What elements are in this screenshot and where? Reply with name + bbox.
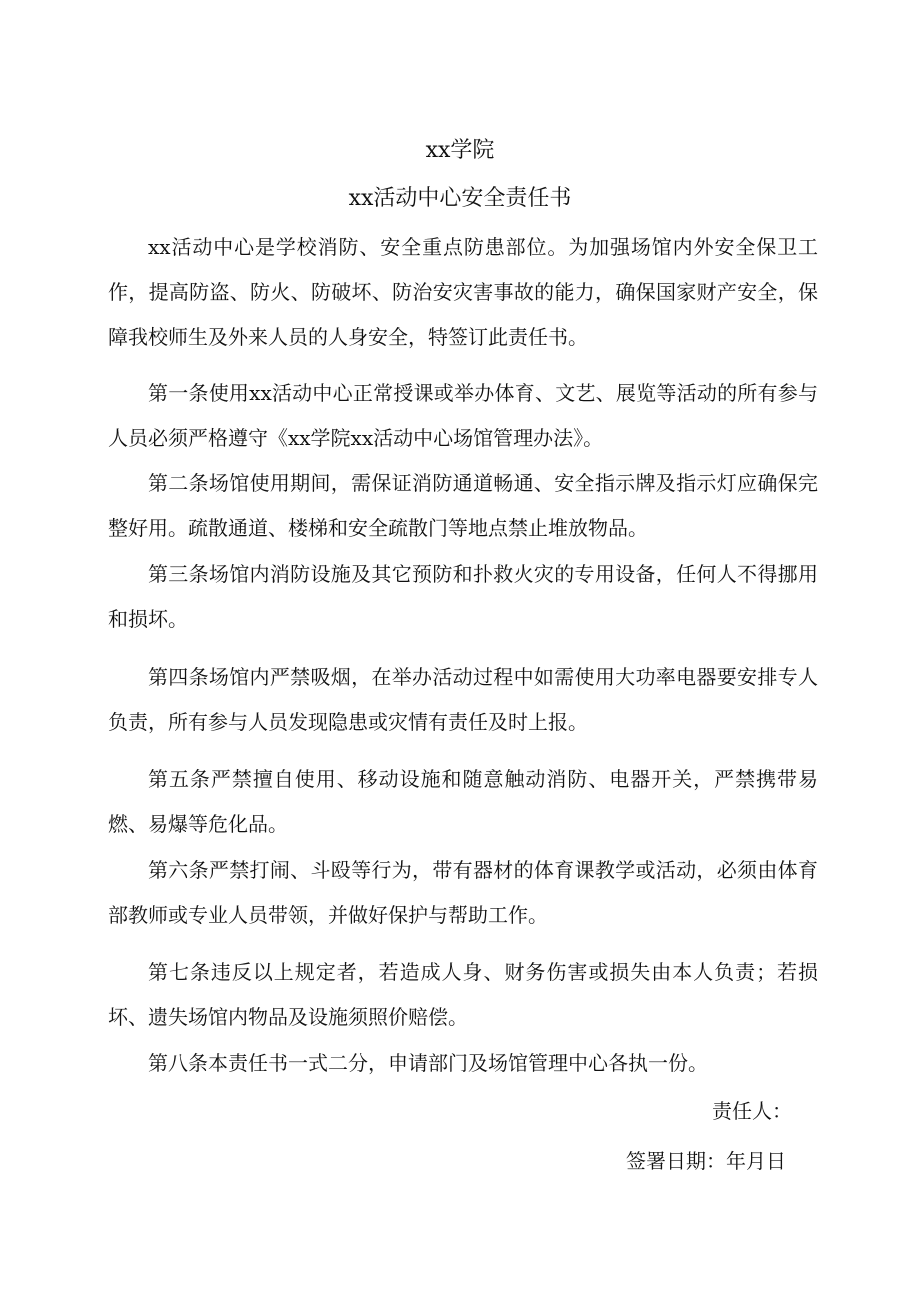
article-3: 第三条场馆内消防设施及其它预防和扑救火灾的专用设备，任何人不得挪用和损坏。: [108, 562, 818, 631]
article-8: 第八条本责任书一式二分，申请部门及场馆管理中心各执一份。: [148, 1051, 708, 1075]
document-title: xx活动中心安全责任书: [348, 186, 572, 211]
article-7: 第七条违反以上规定者，若造成人身、财务伤害或损失由本人负责；若损坏、遗失场馆内物品及设施须照价赔偿。: [108, 960, 818, 1029]
article-4: 第四条场馆内严禁吸烟，在举办活动过程中如需使用大功率电器要安排专人负责，所有参与人员发现隐患或灾情有责任及时上报。: [108, 665, 818, 734]
school-title: xx学院: [425, 138, 495, 163]
article-1: 第一条使用xx活动中心正常授课或举办体育、文艺、展览等活动的所有参与人员必须严格遵守《xx学院xx活动中心场馆管理办法》。: [108, 381, 818, 450]
sign-date-label: 签署日期：年月日: [626, 1149, 786, 1173]
article-2: 第二条场馆使用期间，需保证消防通道畅通、安全指示牌及指示灯应确保完整好用。疏散通道、楼梯和安全疏散门等地点禁止堆放物品。: [108, 471, 818, 540]
responsible-person-label: 责任人：: [712, 1099, 792, 1123]
intro-paragraph: xx活动中心是学校消防、安全重点防患部位。为加强场馆内外安全保卫工作，提高防盗、防火、防破坏、防治安灾害事故的能力，确保国家财产安全，保障我校师生及外来人员的人身安全，特签订此责任书。: [108, 235, 818, 349]
article-6: 第六条严禁打闹、斗殴等行为，带有器材的体育课教学或活动，必须由体育部教师或专业人员带领，并做好保护与帮助工作。: [108, 858, 818, 927]
article-5: 第五条严禁擅自使用、移动设施和随意触动消防、电器开关，严禁携带易燃、易爆等危化品。: [108, 767, 818, 836]
